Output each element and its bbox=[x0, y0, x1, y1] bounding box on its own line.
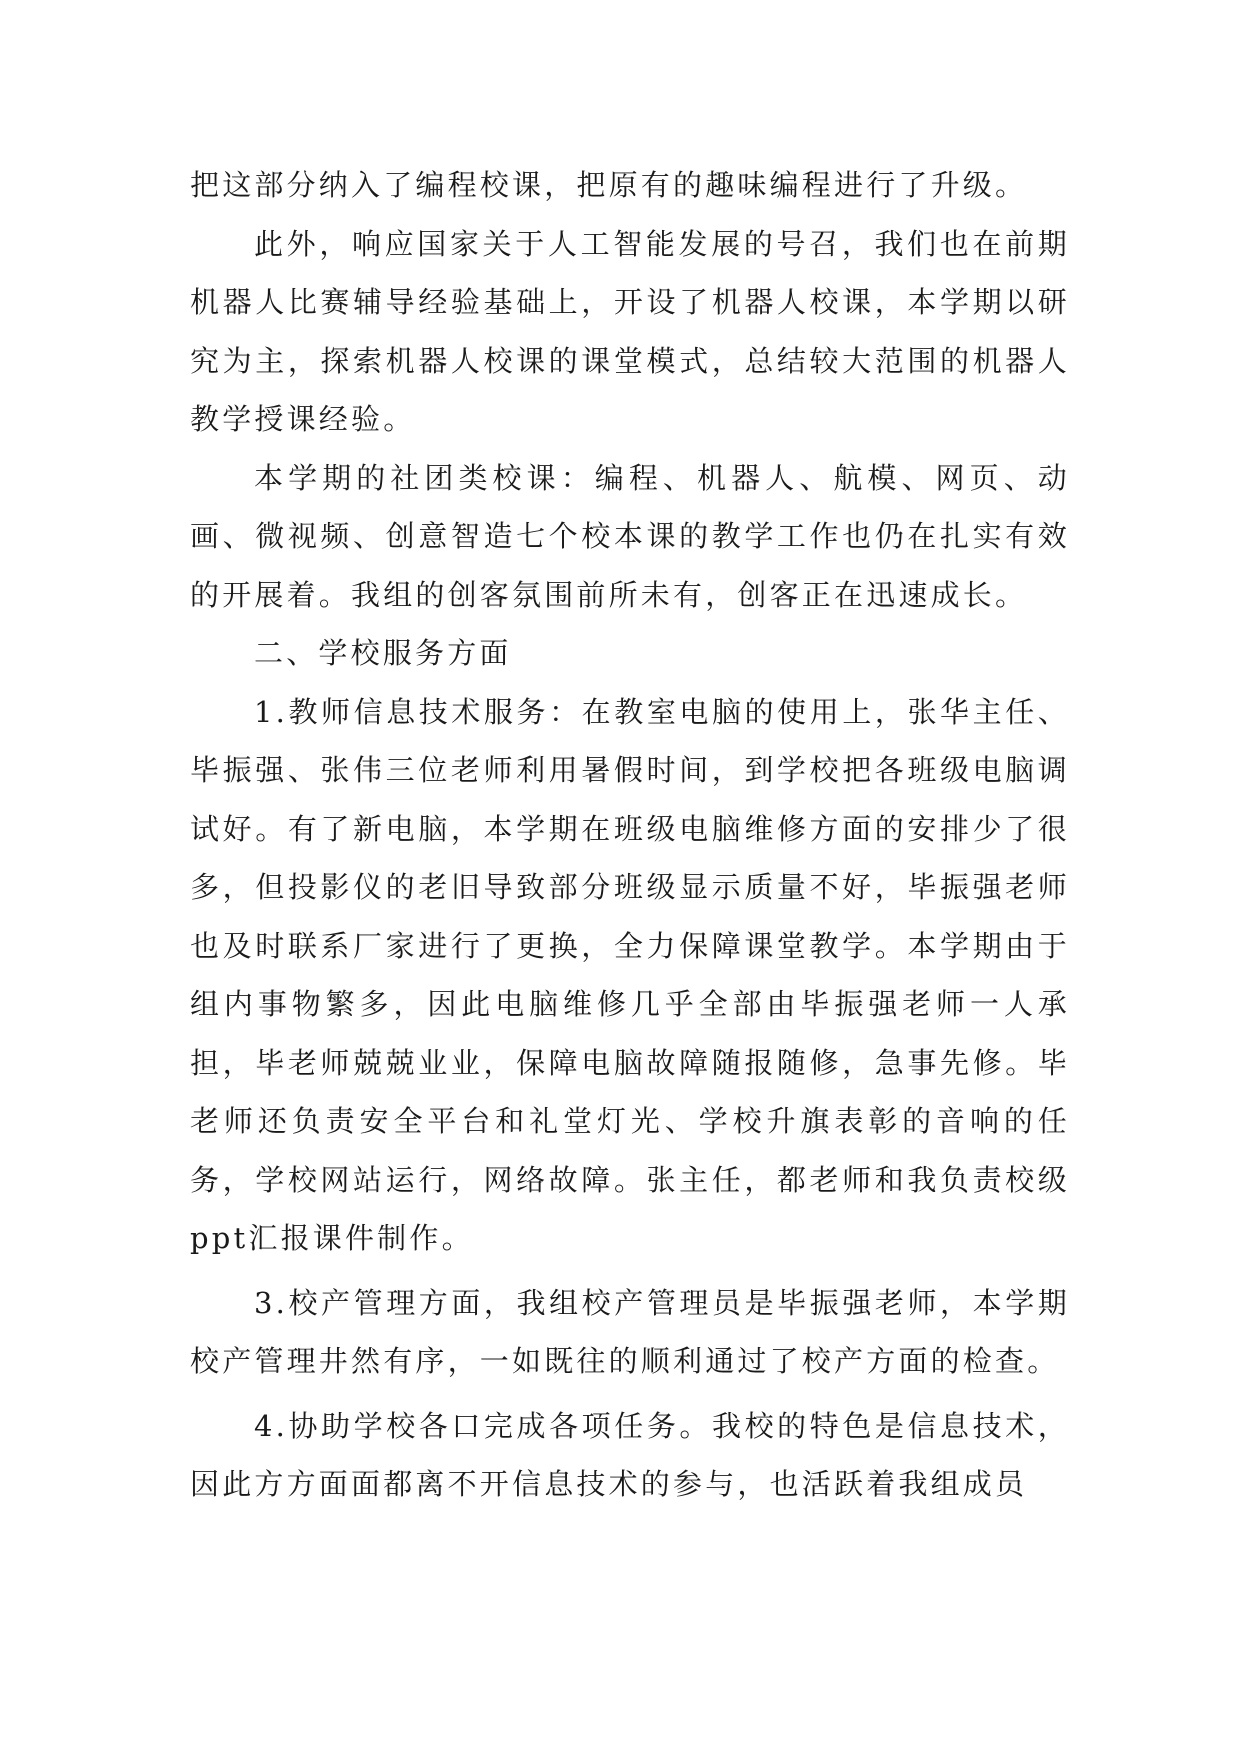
paragraph-teacher-it-service: 1.教师信息技术服务：在教室电脑的使用上，张华主任、毕振强、张伟三位老师利用暑假时间，到学校把各班级电脑调试好。有了新电脑，本学期在班级电脑维修方面的安排少了很多，但投影仪的老旧导致部分班级显示质量不好，毕振强老师也及时联系厂家进行了更换，全力保障课堂教学。本学期由于组内事物繁多，因此电脑维修几乎全部由毕振强老师一人承担，毕老师兢兢业业，保障电脑故障随报随修，急事先修。毕老师还负责安全平台和礼堂灯光、学校升旗表彰的音响的任务，学校网站运行，网络故障。张主任，都老师和我负责校级ppt汇报课件制作。 bbox=[190, 694, 1070, 1255]
document-body bbox=[190, 156, 1070, 1514]
paragraph-assist-tasks: 4.协助学校各口完成各项任务。我校的特色是信息技术，因此方方面面都离不开信息技术的参与，也活跃着我组成员 bbox=[190, 1408, 1070, 1501]
paragraph-continuation: 把这部分纳入了编程校课，把原有的趣味编程进行了升级。 bbox=[190, 168, 1028, 202]
paragraph-club-courses: 本学期的社团类校课：编程、机器人、航模、网页、动画、微视频、创意智造七个校本课的教学工作也仍在扎实有效的开展着。我组的创客氛围前所未有，创客正在迅速成长。 bbox=[190, 460, 1070, 612]
paragraph-ai-robotics: 此外，响应国家关于人工智能发展的号召，我们也在前期机器人比赛辅导经验基础上，开设了机器人校课，本学期以研究为主，探索机器人校课的课堂模式，总结较大范围的机器人教学授课经验。 bbox=[190, 226, 1070, 436]
section-heading-school-service: 二、学校服务方面 bbox=[254, 636, 512, 670]
paragraph-asset-management: 3.校产管理方面，我组校产管理员是毕振强老师，本学期校产管理井然有序，一如既往的顺利通过了校产方面的检查。 bbox=[190, 1285, 1070, 1378]
